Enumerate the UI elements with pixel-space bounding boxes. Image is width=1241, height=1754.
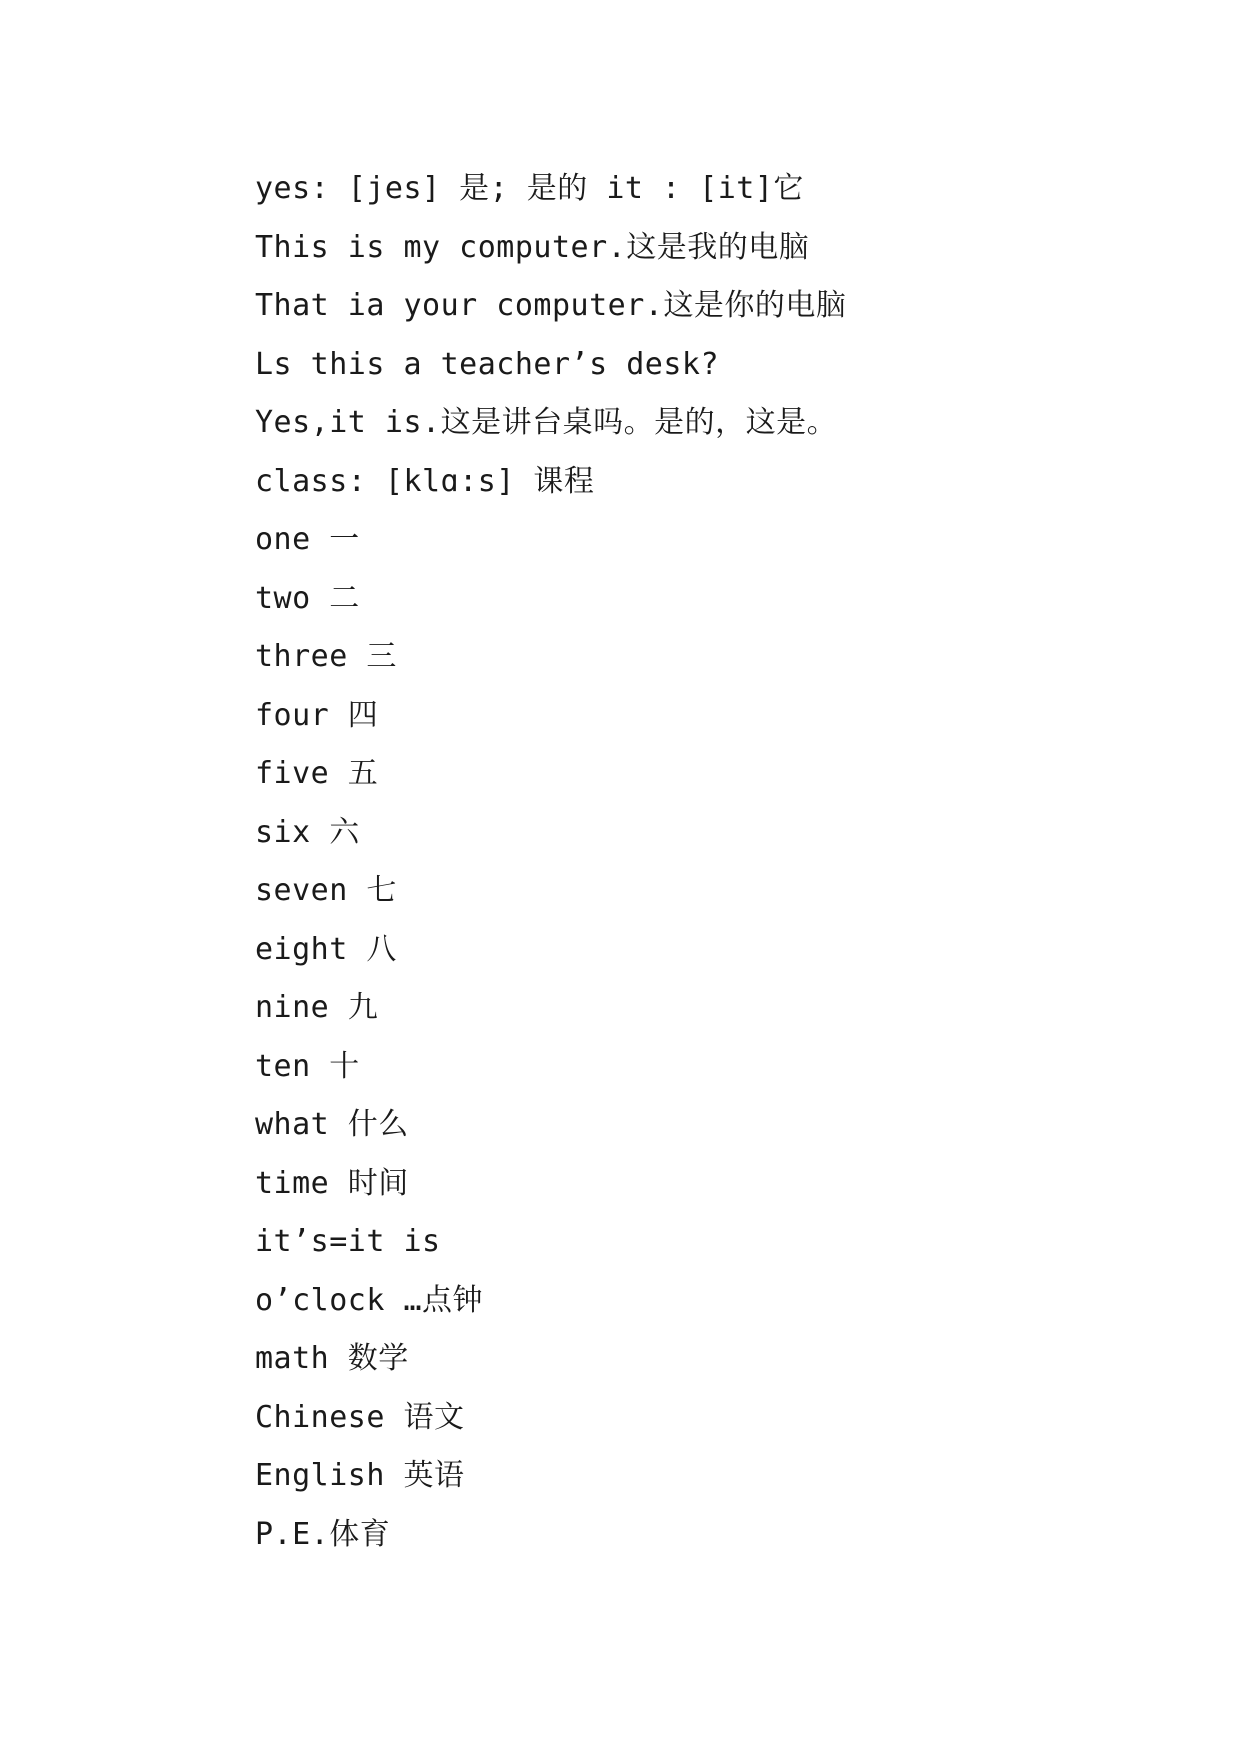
text-line: Yes,it is.这是讲台桌吗。是的，这是。 <box>255 405 838 440</box>
text-line: nine 九 <box>255 990 379 1025</box>
text-line: P.E.体育 <box>255 1516 391 1552</box>
text-line: math 数学 <box>255 1341 409 1376</box>
text-line: six 六 <box>255 814 360 850</box>
text-line: three 三 <box>255 639 397 674</box>
text-line: Ls this a teacher’s desk? <box>255 346 720 382</box>
text-line: class: [klɑ:s] 课程 <box>255 463 595 499</box>
text-line: one 一 <box>255 522 360 557</box>
text-line: This is my computer.这是我的电脑 <box>255 229 810 265</box>
document-body <box>255 160 1155 1564</box>
text-line: two 二 <box>255 580 360 616</box>
text-line: yes: [jes] 是; 是的 it : [it]它 <box>255 171 804 206</box>
text-line: Chinese 语文 <box>255 1399 465 1435</box>
text-line: eight 八 <box>255 931 397 967</box>
text-line: That ia your computer.这是你的电脑 <box>255 288 847 323</box>
text-line: seven 七 <box>255 873 397 908</box>
text-line: time 时间 <box>255 1165 409 1201</box>
text-line: English 英语 <box>255 1458 465 1493</box>
text-line: it’s=it is <box>255 1224 441 1259</box>
text-line: five 五 <box>255 756 379 791</box>
text-line: what 什么 <box>255 1107 409 1142</box>
text-line: o’clock …点钟 <box>255 1282 484 1318</box>
text-line: four 四 <box>255 697 379 733</box>
text-line: ten 十 <box>255 1048 360 1084</box>
